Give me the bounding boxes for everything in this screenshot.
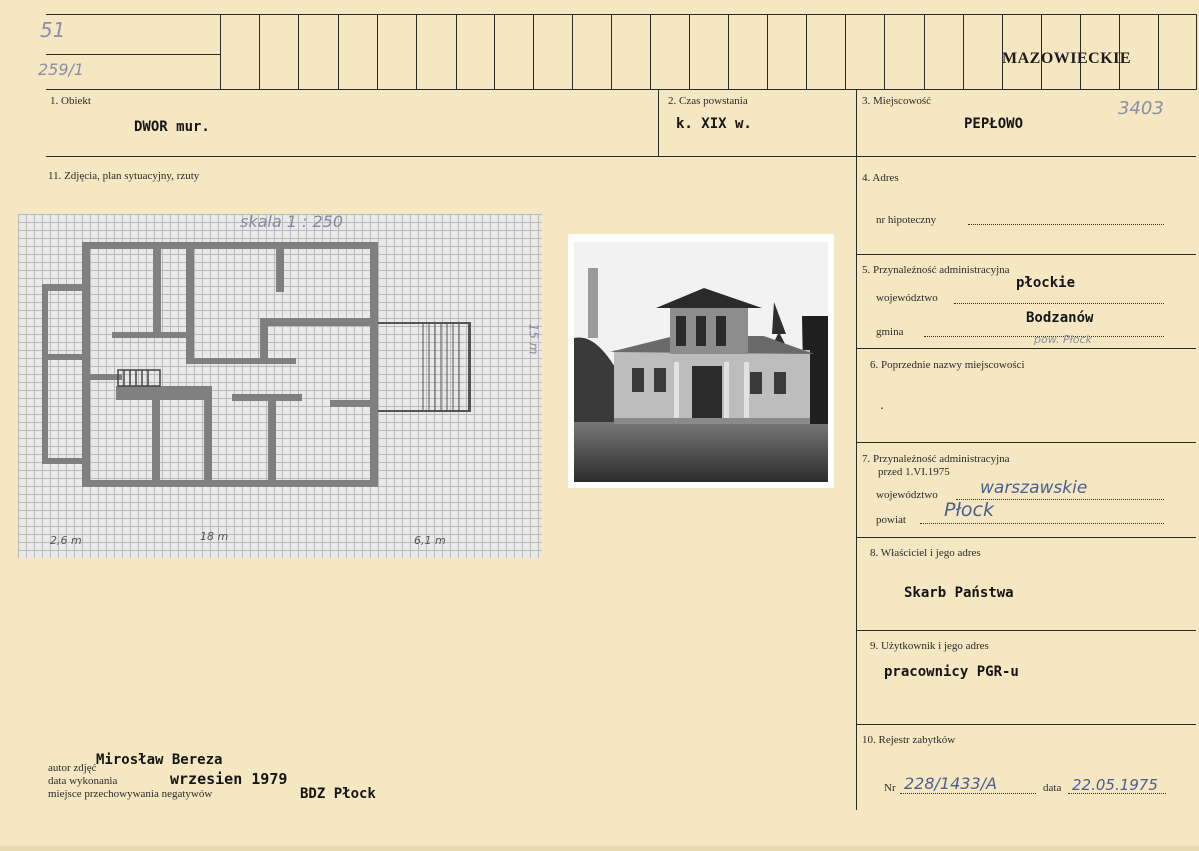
grid-column-line — [611, 14, 612, 90]
poprzednie-label: 6. Poprzednie nazwy miejscowości — [870, 359, 1025, 371]
plan-dim-left: 2,6 m — [50, 534, 82, 547]
uzytkownik-value: pracownicy PGR-u — [884, 664, 1019, 680]
miejsce-label: miejsce przechowywania negatywów — [48, 788, 213, 800]
grid-column-line — [456, 14, 457, 90]
grid-column-line — [298, 14, 299, 90]
miejscowosc-label: 3. Miejscowość — [862, 95, 932, 107]
przynaleznosc-label: 5. Przynależność administracyjna — [862, 264, 1010, 276]
wojewodztwo-value: płockie — [1016, 275, 1076, 291]
grid-column-line — [533, 14, 534, 90]
grid-column-line — [806, 14, 807, 90]
plan-scale: skala 1 : 250 — [240, 212, 344, 231]
grid-column-line — [572, 14, 573, 90]
powiat-note: pow. Płock — [1034, 333, 1092, 346]
zdjecia-label: 11. Zdjęcia, plan sytuacyjny, rzuty — [48, 170, 200, 182]
rejestr-nr-value: 228/1433/A — [904, 774, 997, 793]
grid-column-line — [1196, 14, 1197, 90]
data-wykonania-label: data wykonania — [48, 775, 118, 787]
plan-walls — [18, 214, 542, 558]
grid-column-line — [259, 14, 260, 90]
grid-column-line — [689, 14, 690, 90]
przed-wojewodztwo-label: województwo — [876, 489, 938, 501]
corner-number-bottom: 259/1 — [38, 60, 85, 79]
autor-label: autor zdjęć — [48, 762, 97, 774]
grid-column-line — [845, 14, 846, 90]
uzytkownik-label: 9. Użytkownik i jego adres — [870, 640, 989, 652]
grid-column-line — [650, 14, 651, 90]
wlasciciel-label: 8. Właściciel i jego adres — [870, 547, 981, 559]
plan-dim-right: 15 m — [526, 323, 541, 355]
corner-number-top: 51 — [40, 18, 66, 42]
manor-illustration — [574, 242, 828, 482]
plan-dim-mid: 18 m — [200, 530, 229, 543]
manor-photo — [568, 234, 834, 488]
wojewodztwo-label: województwo — [876, 292, 938, 304]
czas-label: 2. Czas powstania — [668, 95, 748, 107]
grid-column-line — [377, 14, 378, 90]
grid-column-line — [416, 14, 417, 90]
przed-powiat-value: Płock — [944, 499, 994, 521]
rejestr-data-value: 22.05.1975 — [1072, 776, 1158, 794]
gmina-label: gmina — [876, 326, 904, 338]
przed-powiat-label: powiat — [876, 514, 906, 526]
obiekt-value: DWOR mur. — [134, 119, 210, 135]
przed-wojewodztwo-value: warszawskie — [980, 478, 1088, 498]
miejscowosc-value: PEPŁOWO — [964, 116, 1024, 132]
grid-column-line — [924, 14, 925, 90]
gmina-value: Bodzanów — [1026, 310, 1094, 326]
grid-column-line — [494, 14, 495, 90]
grid-column-line — [338, 14, 339, 90]
adres-label: 4. Adres — [862, 172, 899, 184]
wlasciciel-value: Skarb Państwa — [904, 585, 1014, 601]
grid-column-line — [884, 14, 885, 90]
rejestr-label: 10. Rejestr zabytków — [862, 734, 956, 746]
region-title: MAZOWIECKIE — [1002, 50, 1132, 67]
data-wykonania-value: wrzesien 1979 — [170, 770, 288, 788]
grid-column-line — [1158, 14, 1159, 90]
plan-dim-end: 6,1 m — [414, 534, 446, 547]
floor-plan — [18, 214, 542, 558]
przed1975-label: 7. Przynależność administracyjna — [862, 453, 1010, 465]
przed1975-label2: przed 1.VI.1975 — [878, 466, 950, 478]
miejsce-value: BDZ Płock — [300, 786, 376, 802]
grid-column-line — [728, 14, 729, 90]
miejscowosc-number: 3403 — [1118, 98, 1164, 119]
grid-column-line — [767, 14, 768, 90]
grid-column-line — [220, 14, 221, 90]
czas-value: k. XIX w. — [676, 116, 752, 132]
hipoteczny-label: nr hipoteczny — [876, 214, 937, 226]
poprzednie-value: . — [880, 398, 884, 412]
grid-column-line — [963, 14, 964, 90]
rejestr-data-label: data — [1043, 782, 1062, 794]
obiekt-label: 1. Obiekt — [50, 95, 91, 107]
autor-value: Mirosław Bereza — [96, 752, 223, 768]
rejestr-nr-label: Nr — [884, 782, 896, 794]
